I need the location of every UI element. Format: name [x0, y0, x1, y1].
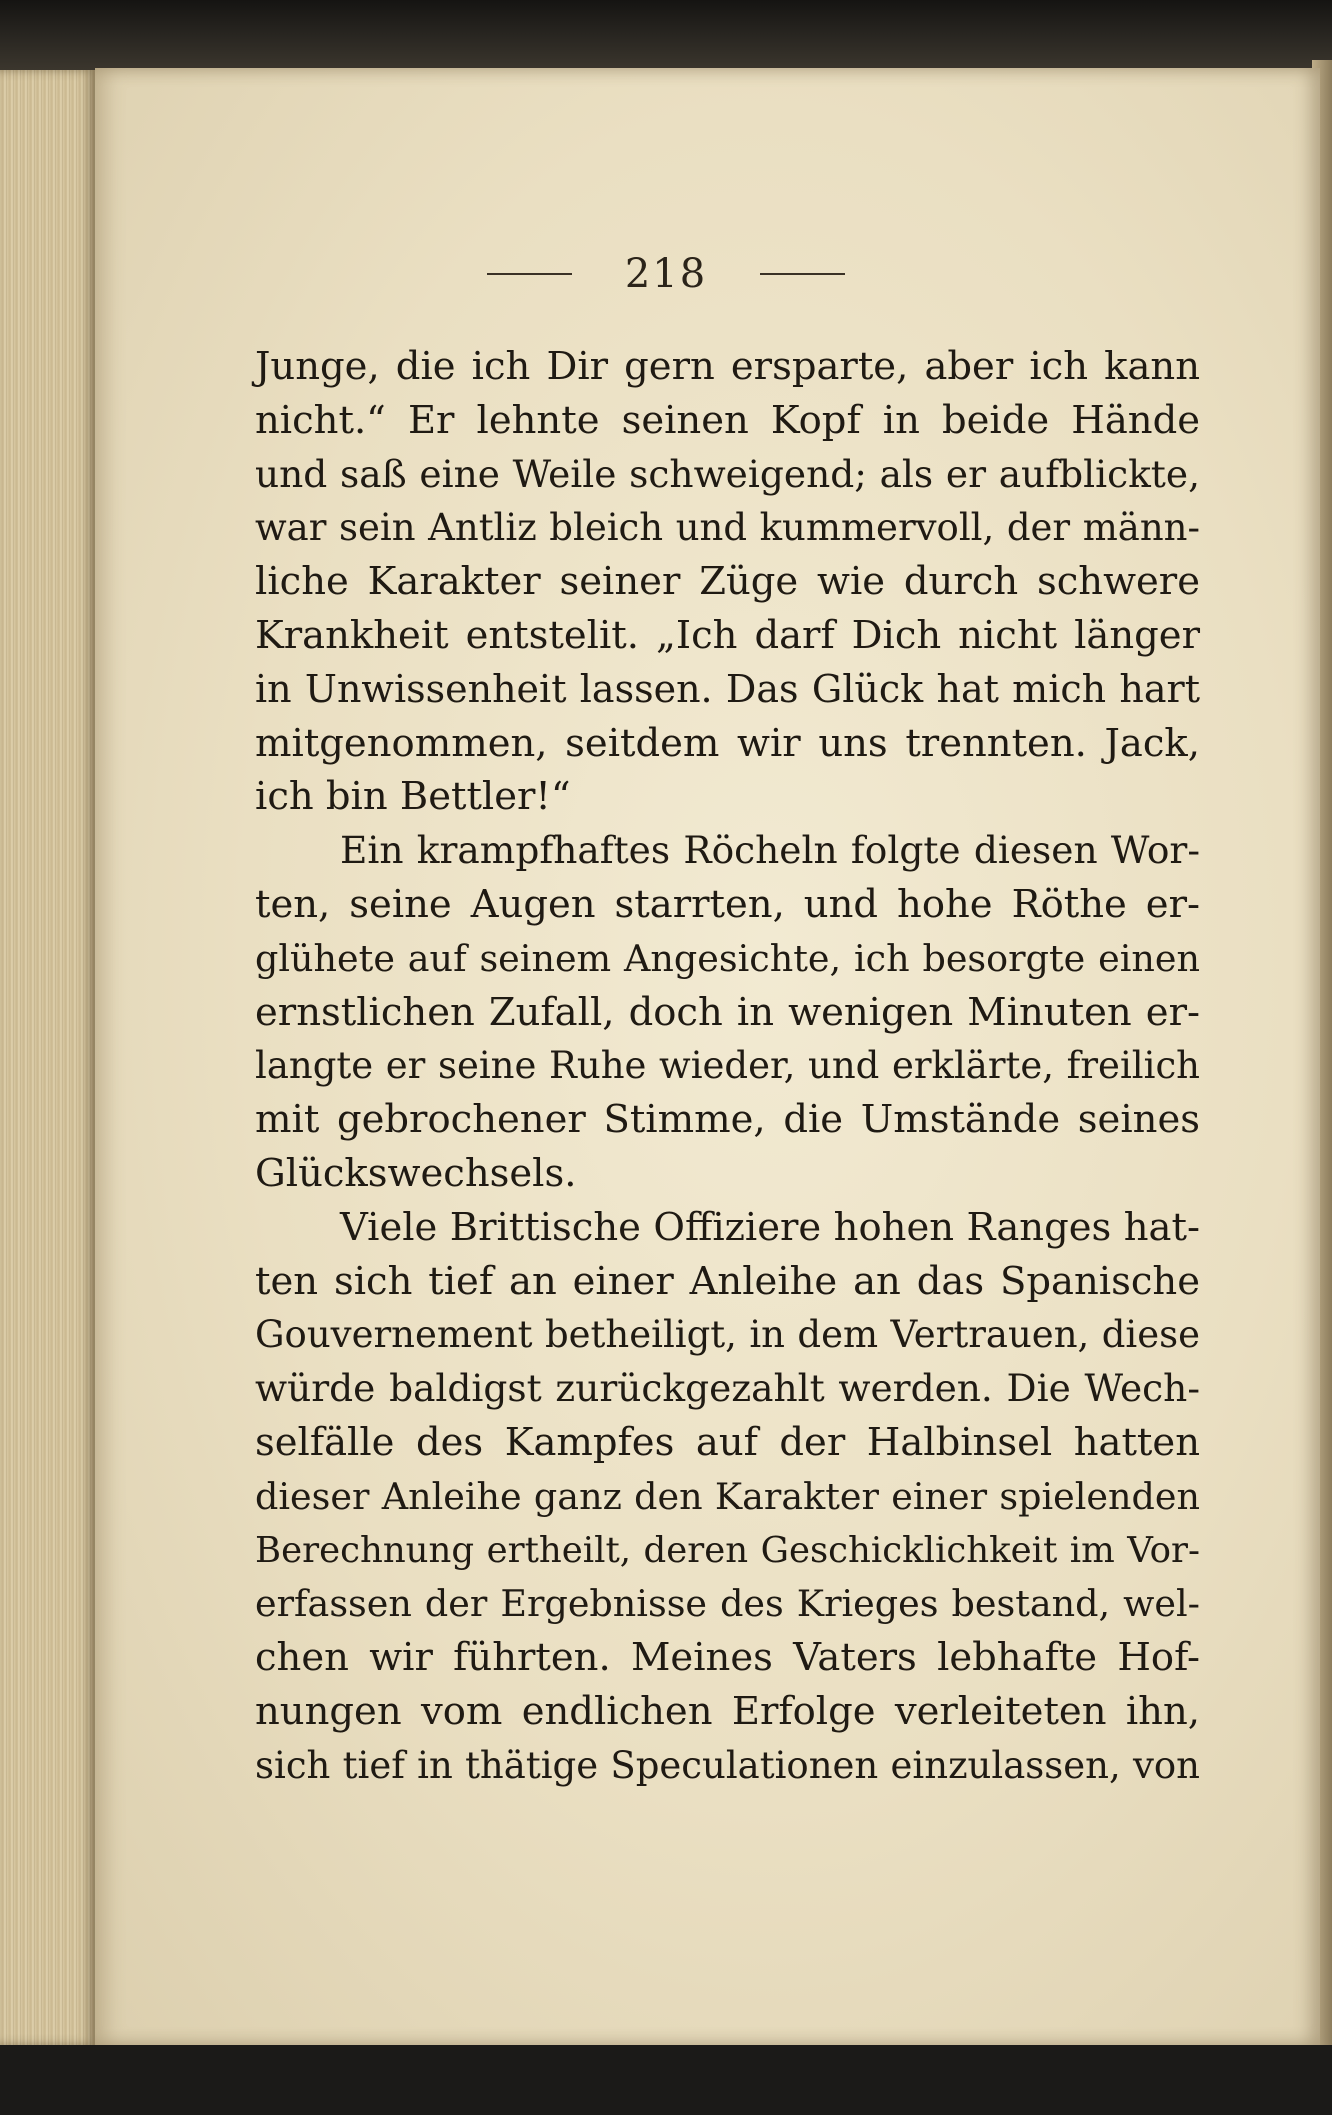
text-line: mit gebrochener Stimme, die Umstände seines	[255, 1097, 1200, 1143]
text-line: ten sich tief an einer Anleihe an das Spanische	[255, 1258, 1200, 1304]
page-header	[0, 248, 1332, 297]
text-line: würde baldigst zurückgezahlt werden. Die Wech-	[255, 1366, 1200, 1411]
text-line: ernstlichen Zufall, doch in wenigen Minuten er-	[255, 989, 1200, 1035]
text-line: erfassen der Ergebnisse des Krieges bestand, wel-	[255, 1582, 1200, 1626]
text-line: Viele Brittische Offiziere hohen Ranges hat-	[340, 1204, 1200, 1250]
page-number: 218	[624, 251, 708, 297]
text-line: langte er seine Ruhe wieder, und erklärte, freilich	[255, 1044, 1200, 1088]
text-line: Berechnung ertheilt, deren Geschicklichkeit im Vor-	[255, 1529, 1200, 1571]
text-line: Junge, die ich Dir gern ersparte, aber ich kann	[255, 344, 1200, 389]
text-line: Krankheit entstelit. „Ich darf Dich nicht länger	[255, 612, 1200, 658]
text-line: Ein krampfhaftes Röcheln folgte diesen Wor-	[340, 828, 1200, 873]
text-line: liche Karakter seiner Züge wie durch schwere	[255, 559, 1200, 605]
text-line: nungen vom endlichen Erfolge verleiteten ihn,	[255, 1688, 1200, 1734]
header-rule-right	[760, 273, 845, 275]
text-line: ten, seine Augen starrten, und hohe Röthe er-	[255, 881, 1200, 927]
text-line: in Unwissenheit lassen. Das Glück hat mich hart	[255, 666, 1200, 711]
text-line: ich bin Bettler!“	[255, 774, 571, 820]
text-line: selfälle des Kampfes auf der Halbinsel hatten	[255, 1419, 1200, 1465]
book-bottom-edge	[0, 2045, 1332, 2115]
text-line: dieser Anleihe ganz den Karakter einer spielenden	[255, 1474, 1200, 1518]
text-line: mitgenommen, seitdem wir uns trennten. Jack,	[255, 720, 1200, 766]
body-text	[255, 340, 1200, 1793]
text-line: sich tief in thätige Speculationen einzulassen, von	[255, 1743, 1200, 1787]
header-rule-left	[487, 273, 572, 275]
page-stack-edge	[0, 70, 95, 2045]
text-line: Glückswechsels.	[255, 1150, 577, 1196]
book-top-edge	[0, 0, 1332, 70]
text-line: nicht.“ Er lehnte seinen Kopf in beide Hände	[255, 397, 1200, 443]
text-line: Gouvernement betheiligt, in dem Vertrauen, diese	[255, 1313, 1200, 1357]
text-line: glühete auf seinem Angesichte, ich besorgte einen	[255, 936, 1200, 980]
text-line: chen wir führten. Meines Vaters lebhafte Hof-	[255, 1635, 1200, 1681]
text-line: war sein Antliz bleich und kummervoll, der männ-	[255, 506, 1200, 550]
text-line: und saß eine Weile schweigend; als er aufblickte,	[255, 451, 1200, 496]
